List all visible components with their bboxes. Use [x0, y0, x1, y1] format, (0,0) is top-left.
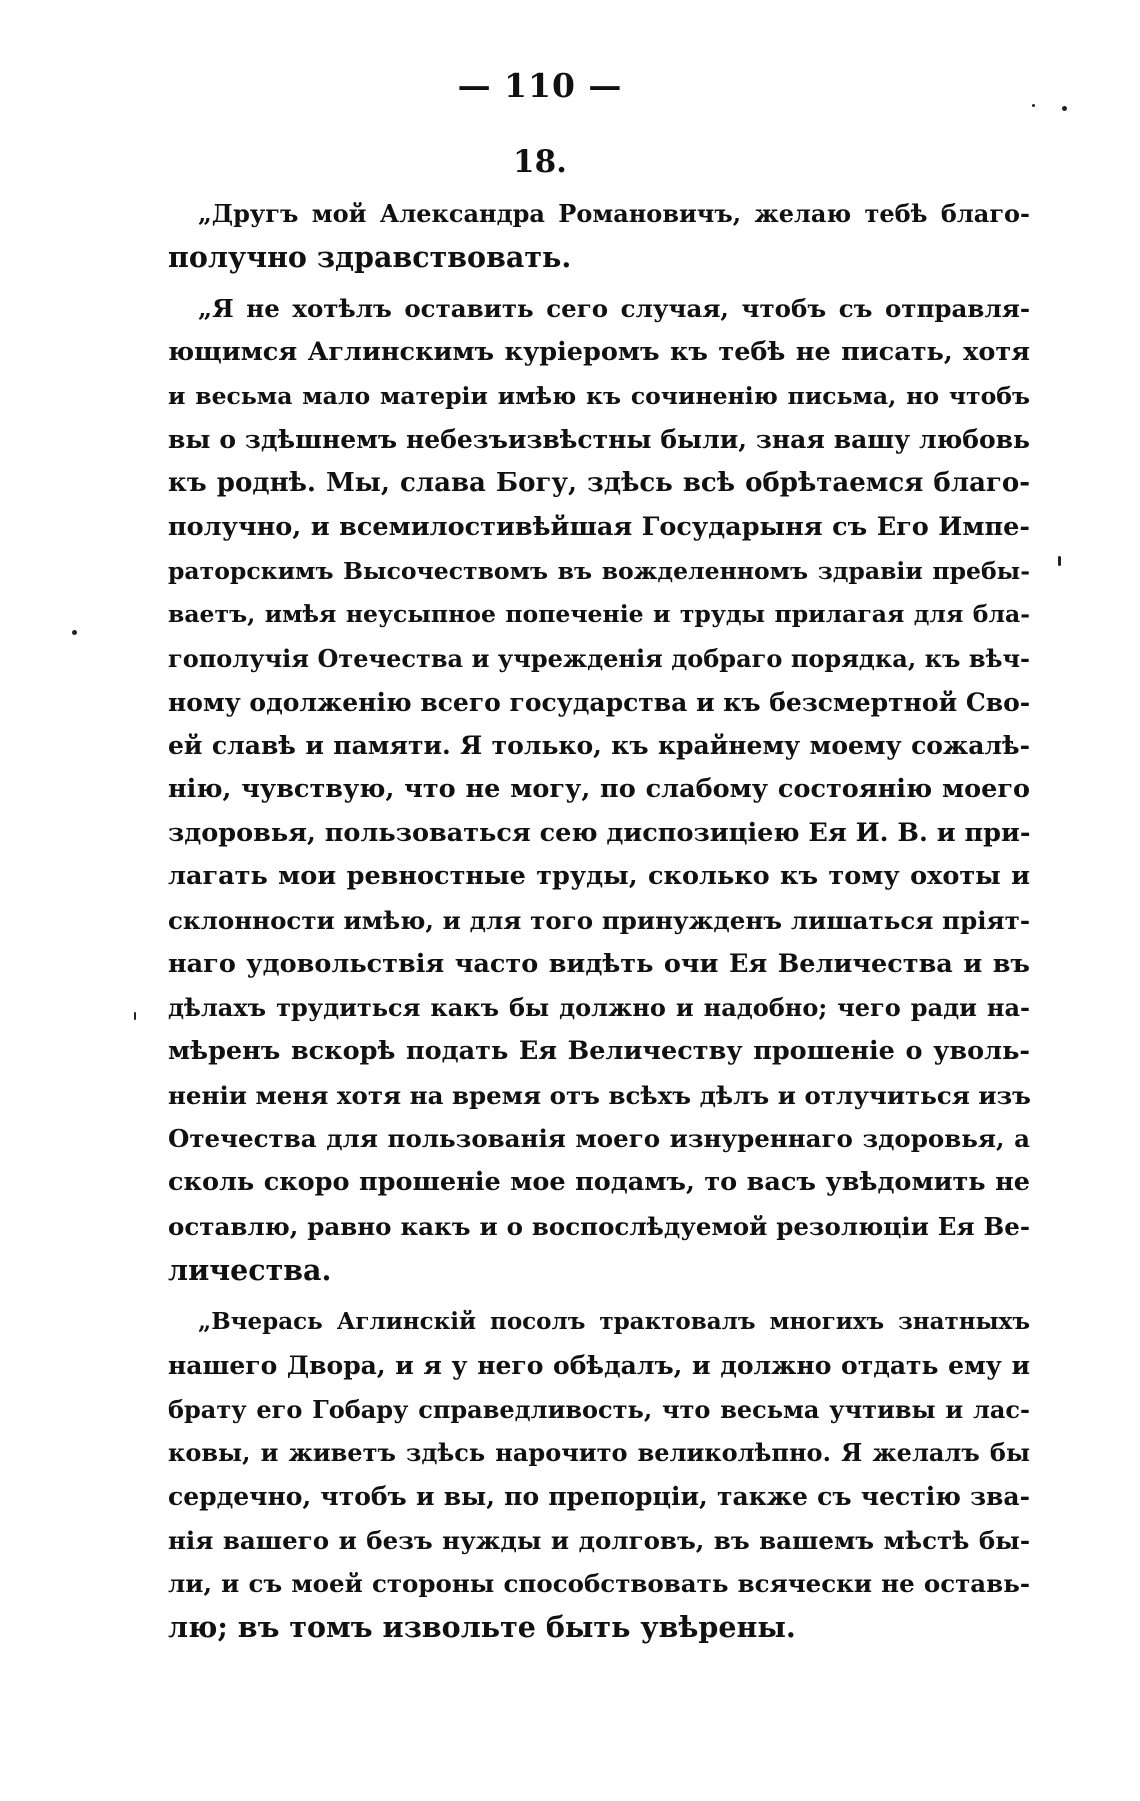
- text-line: сердечно, чтобъ и вы, по препорціи, также съ честію зва-: [168, 1481, 1030, 1511]
- text-line: лагать мои ревностные труды, сколько къ тому охоты и: [168, 861, 1030, 892]
- paragraph: [168, 1300, 1030, 1650]
- text-line: нію, чувствую, что не могу, по слабому состоянію моего: [168, 773, 1030, 804]
- text-line: Отечества для пользованія моего изнуреннаго здоровья, а: [168, 1124, 1030, 1154]
- text-line: получно здравствовать.: [168, 239, 572, 274]
- paragraph: [168, 287, 1030, 1292]
- text-line: дѣлахъ трудиться какъ бы должно и надобно; чего ради на-: [168, 993, 1030, 1023]
- scan-speck: [72, 630, 77, 635]
- text-line: наго удовольствія часто видѣть очи Ея Величества и въ: [168, 948, 1030, 979]
- text-line: гополучія Отечества и учрежденія добраго порядка, къ вѣч-: [168, 643, 1030, 673]
- scan-speck: [1058, 556, 1061, 566]
- text-line: брату его Гобару справедливость, что весьма учтивы и лас-: [168, 1394, 1030, 1424]
- text-line: ли, и съ моей стороны способствовать всячески не оставь-: [168, 1569, 1030, 1599]
- text-line: ющимся Аглинскимъ куріеромъ къ тебѣ не писать, хотя: [168, 337, 1030, 368]
- text-line: раторскимъ Высочествомъ въ вожделенномъ здравіи пребы-: [168, 556, 1030, 585]
- text-line: сколь скоро прошеніе мое подамъ, то васъ увѣдомить не: [168, 1167, 1030, 1198]
- letter-text: [168, 192, 1030, 1658]
- text-line: „Другъ мой Александра Романовичъ, желаю тебѣ благо-: [198, 199, 1030, 228]
- scan-speck: [1062, 106, 1067, 111]
- text-line: ваетъ, имѣя неусыпное попеченіе и труды прилагая для бла-: [168, 600, 1030, 629]
- scan-speck: [134, 1012, 136, 1020]
- text-line: нашего Двора, и я у него обѣдалъ, и должно отдать ему и: [168, 1350, 1030, 1380]
- text-line: мѣренъ вскорѣ подать Ея Величеству прошеніе о уволь-: [168, 1036, 1030, 1067]
- text-line: склонности имѣю, и для того принужденъ лишаться пріят-: [168, 906, 1030, 935]
- text-line: ковы, и живетъ здѣсь нарочито великолѣпно. Я желалъ бы: [168, 1438, 1030, 1468]
- text-line: вы о здѣшнемъ небезъизвѣстны были, зная вашу любовь: [168, 425, 1030, 455]
- text-line: ному одолженію всего государства и къ безсмертной Сво-: [168, 687, 1031, 717]
- text-line: нія вашего и безъ нужды и долговъ, въ вашемъ мѣстѣ бы-: [168, 1525, 1030, 1555]
- text-line: лю; въ томъ извольте быть увѣрены.: [168, 1610, 796, 1644]
- paragraph: [168, 192, 1030, 279]
- text-line: оставлю, равно какъ и о воспослѣдуемой резолюціи Ея Ве-: [168, 1211, 1030, 1241]
- text-line: получно, и всемилостивѣйшая Государыня съ Его Импе-: [168, 511, 1030, 542]
- text-line: здоровья, пользоваться сею диспозиціею Ея И. В. и при-: [168, 817, 1031, 848]
- page-number: — 110 —: [457, 66, 623, 105]
- text-line: и весьма мало матеріи имѣю къ сочиненію письма, но чтобъ: [168, 381, 1030, 410]
- text-line: личества.: [168, 1252, 332, 1287]
- text-line: ей славѣ и памяти. Я только, къ крайнему моему сожалѣ-: [168, 731, 1030, 761]
- text-line: „Я не хотѣлъ оставить сего случая, чтобъ съ отправля-: [198, 294, 1030, 324]
- text-line: къ роднѣ. Мы, слава Богу, здѣсь всѣ обрѣтаемся благо-: [168, 468, 1030, 499]
- text-line: „Вчерась Аглинскій посолъ трактовалъ многихъ знатныхъ: [198, 1308, 1030, 1336]
- letter-number: 18.: [513, 144, 567, 180]
- text-line: неніи меня хотя на время отъ всѣхъ дѣлъ и отлучиться изъ: [168, 1080, 1031, 1110]
- scan-speck: [1032, 104, 1035, 107]
